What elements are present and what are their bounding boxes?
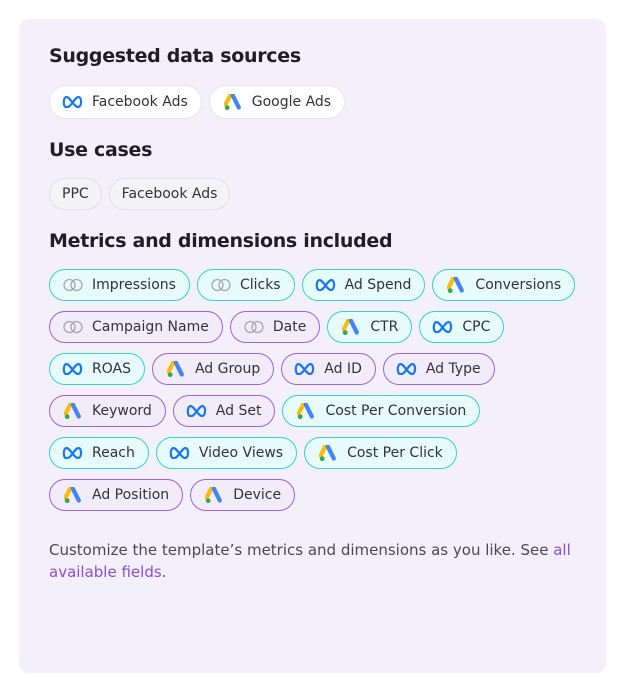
- metric-chip[interactable]: [49, 353, 145, 385]
- metric-chip[interactable]: [156, 437, 297, 469]
- metric-chip[interactable]: [282, 395, 480, 427]
- usecase-chip[interactable]: [109, 178, 231, 210]
- dimension-chip[interactable]: [173, 395, 276, 427]
- metric-chip[interactable]: [49, 437, 149, 469]
- chip-label: Ad Group: [194, 361, 261, 377]
- source-chip[interactable]: [209, 85, 345, 119]
- footer-body: Customize the template’s metrics and dimensions as you like. See: [49, 541, 554, 559]
- meta-icon: [62, 446, 84, 460]
- universal-icon: [243, 320, 265, 334]
- usecases-title: Use cases: [49, 139, 153, 161]
- source-chip[interactable]: [49, 85, 202, 119]
- metric-chip[interactable]: [49, 269, 190, 301]
- dimension-chip[interactable]: [49, 479, 183, 511]
- chip-label: ROAS: [92, 361, 131, 377]
- chip-label: Facebook Ads: [121, 186, 218, 202]
- meta-icon: [62, 95, 84, 109]
- universal-icon: [62, 278, 84, 292]
- meta-icon: [294, 362, 316, 376]
- chip-label: Ad ID: [324, 361, 362, 377]
- metric-chip[interactable]: [304, 437, 457, 469]
- google-ads-icon: [165, 362, 187, 376]
- chip-label: Conversions: [475, 277, 562, 293]
- google-ads-icon: [445, 278, 467, 292]
- fields-list: [49, 269, 576, 511]
- metric-chip[interactable]: [432, 269, 575, 301]
- chip-label: Impressions: [92, 277, 176, 293]
- footer-text: [49, 539, 576, 583]
- metrics-title: Metrics and dimensions included: [49, 230, 393, 252]
- chip-label: Ad Type: [425, 361, 481, 377]
- metric-chip[interactable]: [327, 311, 412, 343]
- google-ads-icon: [295, 404, 317, 418]
- meta-icon: [186, 404, 208, 418]
- meta-icon: [169, 446, 191, 460]
- chip-label: Google Ads: [251, 94, 332, 110]
- metric-chip[interactable]: [419, 311, 504, 343]
- chip-label: Device: [233, 487, 282, 503]
- metric-chip[interactable]: [197, 269, 295, 301]
- google-ads-icon: [62, 488, 84, 502]
- sources-title: Suggested data sources: [49, 45, 301, 67]
- chip-label: PPC: [62, 186, 89, 202]
- chip-label: Clicks: [239, 277, 281, 293]
- meta-icon: [315, 278, 337, 292]
- chip-label: CTR: [370, 319, 399, 335]
- chip-label: Video Views: [198, 445, 284, 461]
- chip-label: Reach: [92, 445, 135, 461]
- usecases-list: [49, 178, 576, 210]
- dimension-chip[interactable]: [190, 479, 295, 511]
- template-details-card: [19, 19, 606, 673]
- metric-chip[interactable]: [302, 269, 426, 301]
- dimension-chip[interactable]: [49, 395, 166, 427]
- dimension-chip[interactable]: [152, 353, 274, 385]
- footer-end: .: [161, 563, 167, 581]
- dimension-chip[interactable]: [281, 353, 376, 385]
- dimension-chip[interactable]: [383, 353, 495, 385]
- chip-label: Cost Per Click: [347, 445, 443, 461]
- all-fields-link[interactable]: all available fields: [49, 541, 571, 581]
- dimension-chip[interactable]: [49, 311, 223, 343]
- sources-list: [49, 85, 576, 119]
- meta-icon: [396, 362, 418, 376]
- google-ads-icon: [340, 320, 362, 334]
- chip-label: Ad Position: [92, 487, 170, 503]
- chip-label: CPC: [462, 319, 491, 335]
- chip-label: Ad Spend: [344, 277, 412, 293]
- google-ads-icon: [222, 95, 244, 109]
- universal-icon: [62, 320, 84, 334]
- google-ads-icon: [317, 446, 339, 460]
- meta-icon: [432, 320, 454, 334]
- chip-label: Ad Set: [215, 403, 262, 419]
- chip-label: Facebook Ads: [92, 94, 188, 110]
- meta-icon: [62, 362, 84, 376]
- chip-label: Keyword: [92, 403, 152, 419]
- google-ads-icon: [62, 404, 84, 418]
- chip-label: Cost Per Conversion: [325, 403, 467, 419]
- google-ads-icon: [203, 488, 225, 502]
- universal-icon: [210, 278, 232, 292]
- chip-label: Campaign Name: [92, 319, 209, 335]
- usecase-chip[interactable]: [49, 178, 102, 210]
- dimension-chip[interactable]: [230, 311, 320, 343]
- chip-label: Date: [272, 319, 307, 335]
